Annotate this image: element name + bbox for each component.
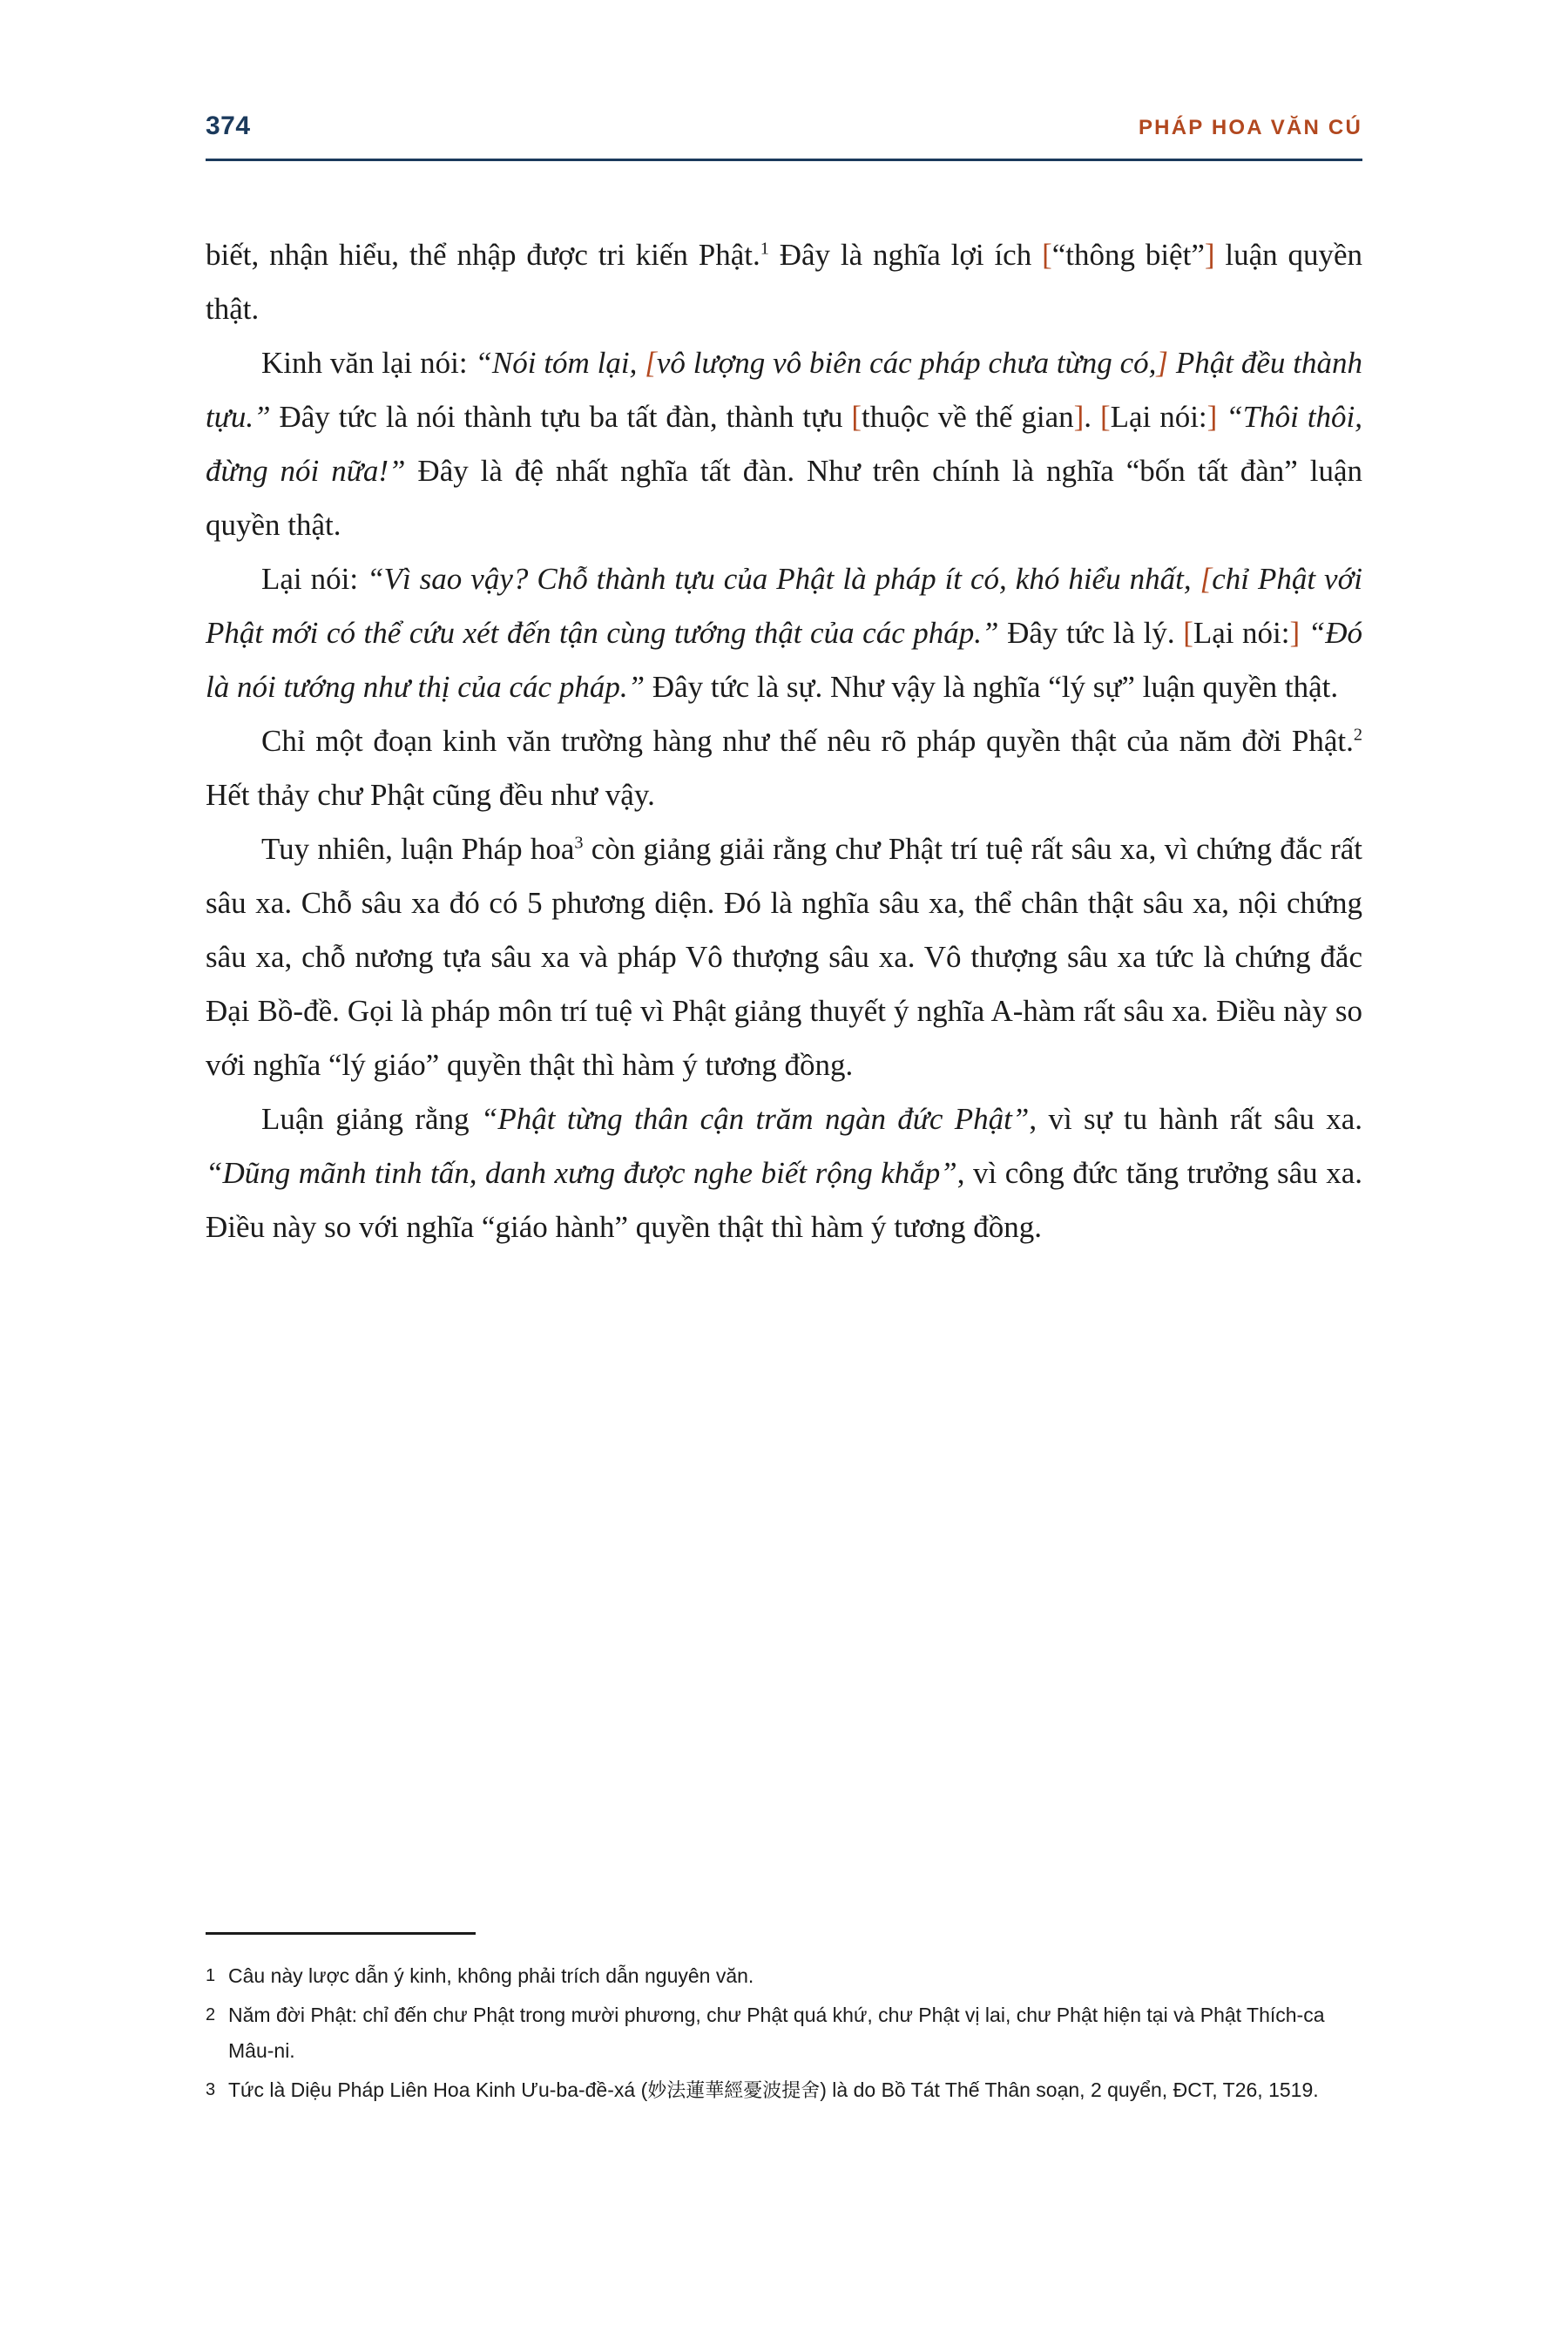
editorial-bracket: [: [1099, 400, 1111, 434]
footnote-text: Câu này lược dẫn ý kinh, không phải trích dẫn nguyên văn.: [228, 1964, 754, 1987]
footnote-item: [206, 1997, 1362, 2069]
quoted-text: vô lượng vô biên các pháp chưa từng có,: [656, 346, 1157, 380]
editorial-bracket: ]: [1289, 616, 1301, 650]
text-run: Đây tức là sự. Như vậy là nghĩa “lý sự” luận quyền thật.: [645, 670, 1339, 704]
footnote-separator: [206, 1932, 476, 1935]
text-run: luận quyền thật.: [206, 238, 1363, 326]
editorial-bracket: [: [1200, 562, 1213, 596]
quoted-text: Phật đều thành tựu.”: [206, 346, 1362, 434]
editorial-bracket: ]: [1204, 238, 1215, 272]
quoted-text: “Phật từng thân cận trăm ngàn đức Phật”: [480, 1102, 1030, 1136]
text-run: Hết thảy chư Phật cũng đều như vậy.: [206, 778, 655, 812]
text-run: Đây tức là lý.: [998, 616, 1184, 650]
footnote-list: [206, 1958, 1362, 2112]
body-text: [206, 228, 1362, 1254]
footnote-text: Tức là Diệu Pháp Liên Hoa Kinh Ưu-ba-đề-xá (妙法蓮華經憂波提舍) là do Bồ Tát Thế Thân soạn, 2 quyển, ĐCT, T26, 1519.: [228, 2078, 1319, 2102]
text-run: Lại nói:: [261, 562, 368, 596]
han-text: 妙法蓮華經憂波提舍: [647, 2080, 821, 2102]
text-run: còn giảng giải rằng chư Phật trí tuệ rất sâu xa, vì chứng đắc rất sâu xa. Chỗ sâu xa đó có 5 phương diện. Đó là nghĩa sâu xa, thể chân thật sâu xa, nội chứng sâu xa, chỗ nương tựa sâu xa và pháp Vô thượng sâu xa. Vô thượng sâu xa tức là chứng đắc Đại Bồ-đề. Gọi là pháp môn trí tuệ vì Phật giảng thuyết ý nghĩa A-hàm rất sâu xa. Điều này so với nghĩa “lý giáo” quyền thật thì hàm ý tương đồng.: [206, 832, 1363, 1082]
footnote-item: [206, 1958, 1362, 1994]
quoted-text: “Vì sao vậy? Chỗ thành tựu của Phật là pháp ít có, khó hiểu nhất,: [367, 562, 1200, 596]
editorial-bracket: ]: [1073, 400, 1085, 434]
paragraph-3: [206, 552, 1362, 714]
text-run: Lại nói:: [1110, 400, 1207, 434]
editorial-bracket: [: [1183, 616, 1193, 650]
text-run: Chỉ một đoạn kinh văn trường hàng như thế nêu rõ pháp quyền thật của năm đời Phật.: [261, 724, 1354, 758]
text-run: Kinh văn lại nói:: [261, 346, 476, 380]
text-run: , vì sự tu hành rất sâu xa.: [1029, 1102, 1362, 1136]
editorial-bracket: [: [645, 346, 657, 380]
paragraph-2: [206, 336, 1362, 552]
text-run: , vì công đức tăng trưởng sâu xa. Điều này so với nghĩa “giáo hành” quyền thật thì hàm ý tương đồng.: [206, 1156, 1362, 1244]
text-run: Luận giảng rằng: [261, 1102, 481, 1136]
text-run: Lại nói:: [1193, 616, 1290, 650]
text-run: thuộc về thế gian: [862, 400, 1074, 434]
footnote-item: [206, 2072, 1362, 2109]
text-run: [1300, 616, 1308, 650]
text-run: Đây là nghĩa lợi ích: [768, 238, 1043, 272]
quoted-text: “Dũng mãnh tinh tấn, danh xưng được nghe biết rộng khắp”: [206, 1156, 957, 1190]
text-run: .: [1084, 400, 1100, 434]
text-run: Đây là đệ nhất nghĩa tất đàn. Như trên chính là nghĩa “bốn tất đàn” luận quyền thật.: [206, 454, 1362, 542]
paragraph-4: [206, 714, 1362, 822]
editorial-bracket: ]: [1206, 400, 1218, 434]
paragraph-1: [206, 228, 1362, 336]
footnote-reference: 1: [760, 239, 769, 259]
quoted-text: chỉ Phật với Phật mới có thể cứu xét đến tận cùng tướng thật của các pháp.”: [206, 562, 1362, 650]
footnote-reference: 3: [574, 833, 584, 853]
text-run: biết, nhận hiểu, thể nhập được tri kiến Phật.: [206, 238, 760, 272]
footnote-marker: 1: [206, 1966, 216, 1985]
quoted-text: “Nói tóm lại,: [475, 346, 645, 380]
header-divider: [206, 159, 1362, 161]
paragraph-5: [206, 822, 1362, 1092]
editorial-bracket: [: [851, 400, 862, 434]
editorial-bracket: [: [1042, 238, 1052, 272]
quoted-text: “Thôi thôi, đừng nói nữa!”: [206, 400, 1363, 488]
footnote-reference: 2: [1353, 725, 1362, 745]
text-run: Tuy nhiên, luận Pháp hoa: [261, 832, 575, 866]
quoted-text: “Đó là nói tướng như thị của các pháp.”: [206, 616, 1362, 704]
editorial-bracket: ]: [1156, 346, 1169, 380]
footnote-text: Năm đời Phật: chỉ đến chư Phật trong mười phương, chư Phật quá khứ, chư Phật vị lai, chư Phật hiện tại và Phật Thích-ca Mâu-ni.: [228, 2004, 1325, 2062]
running-head: [206, 112, 1362, 141]
text-run: “thông biệt”: [1051, 238, 1205, 272]
text-run: [1217, 400, 1226, 434]
footnote-marker: 3: [206, 2080, 216, 2099]
page-number: 374: [206, 112, 251, 140]
paragraph-6: [206, 1092, 1362, 1254]
footnote-marker: 2: [206, 2005, 216, 2024]
text-run: Đây tức là nói thành tựu ba tất đàn, thành tựu: [270, 400, 852, 434]
running-title: PHÁP HOA VĂN CÚ: [1138, 116, 1362, 139]
